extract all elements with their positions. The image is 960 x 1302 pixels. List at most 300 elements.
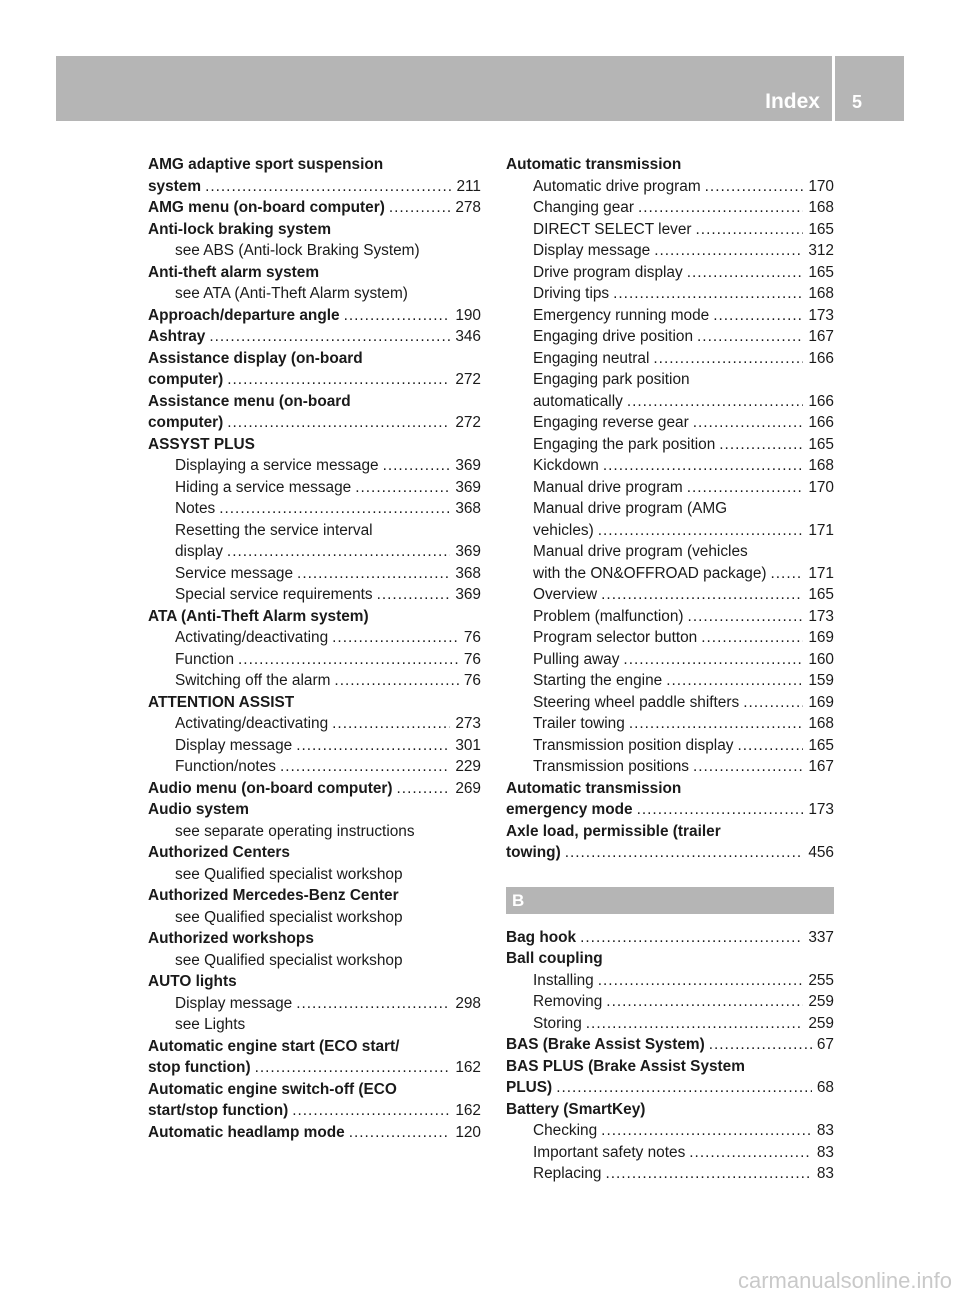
dot-leader — [219, 498, 450, 520]
entry-text: ATTENTION ASSIST — [148, 693, 295, 711]
dot-leader — [255, 1057, 451, 1079]
entry-text: Display message — [175, 736, 293, 754]
dot-leader — [389, 197, 450, 219]
dot-leader — [737, 735, 803, 757]
page-reference[interactable]: 162 — [455, 1102, 481, 1119]
dot-leader — [332, 713, 450, 735]
index-subentry — [148, 649, 481, 671]
index-entry — [506, 821, 834, 843]
entry-text: with the ON&OFFROAD package) — [533, 564, 767, 582]
page-reference[interactable]: 67 — [816, 1036, 834, 1053]
index-subentry — [148, 541, 481, 563]
index-entry — [148, 842, 481, 864]
dot-leader — [701, 627, 803, 649]
index-subentry — [506, 176, 834, 198]
dot-leader — [689, 1142, 812, 1164]
dot-leader — [397, 778, 451, 800]
index-subentry — [506, 1163, 834, 1185]
page-reference[interactable]: 169 — [808, 693, 834, 711]
index-subentry — [506, 1142, 834, 1164]
page-reference[interactable]: 369 — [455, 543, 481, 560]
dot-leader — [638, 197, 803, 219]
dot-leader — [334, 670, 458, 692]
entry-text: Bag hook — [506, 928, 577, 946]
entry-text: Automatic headlamp mode — [148, 1123, 345, 1141]
dot-leader — [696, 219, 804, 241]
dot-leader — [654, 240, 803, 262]
dot-leader — [332, 627, 459, 649]
entry-text: Engaging the park position — [533, 435, 716, 453]
dot-leader — [598, 520, 804, 542]
index-subentry — [148, 283, 481, 305]
index-entry — [148, 391, 481, 413]
dot-leader — [653, 348, 803, 370]
entry-text: Engaging drive position — [533, 328, 694, 345]
dot-leader — [627, 391, 803, 413]
index-subentry — [506, 498, 834, 520]
dot-leader — [292, 1100, 450, 1122]
dot-leader — [556, 1077, 812, 1099]
page-reference[interactable]: 171 — [808, 564, 834, 582]
dot-leader — [280, 756, 450, 778]
page-reference[interactable]: 68 — [816, 1079, 834, 1096]
entry-text: Displaying a service message — [175, 457, 379, 474]
page-reference[interactable]: 165 — [808, 263, 834, 281]
page-reference[interactable]: 159 — [808, 672, 834, 689]
entry-text: Authorized workshops — [148, 930, 314, 947]
entry-text: Manual drive program — [533, 478, 683, 496]
index-entry — [148, 799, 481, 821]
page-reference[interactable]: 278 — [455, 199, 481, 216]
index-subentry — [148, 520, 481, 542]
page-reference[interactable]: 312 — [808, 242, 834, 259]
entry-text: see ATA (Anti-Theft Alarm system) — [175, 285, 408, 302]
dot-leader — [238, 649, 459, 671]
entry-text: Replacing — [533, 1165, 602, 1182]
index-subentry — [148, 584, 481, 606]
entry-text: Important safety notes — [533, 1143, 686, 1161]
index-subentry — [506, 262, 834, 284]
entry-text: Function — [175, 650, 235, 668]
page-reference[interactable]: 368 — [455, 564, 481, 582]
entry-text: Steering wheel paddle shifters — [533, 693, 740, 711]
page-reference[interactable]: 76 — [463, 629, 481, 646]
page-reference[interactable]: 165 — [808, 586, 834, 603]
entry-text: Automatic transmission — [506, 779, 682, 797]
page-reference[interactable]: 170 — [808, 478, 834, 496]
index-entry — [506, 1077, 834, 1099]
entry-text: Driving tips — [533, 285, 610, 302]
entry-text: display — [175, 543, 223, 560]
page-reference[interactable]: 165 — [808, 435, 834, 453]
index-subentry — [148, 821, 481, 843]
index-subentry — [506, 1013, 834, 1035]
entry-text: Audio menu (on-board computer) — [148, 779, 393, 797]
entry-text: vehicles) — [533, 521, 594, 539]
entry-text: DIRECT SELECT lever — [533, 220, 692, 238]
page-reference[interactable]: 259 — [808, 993, 834, 1010]
page-reference[interactable]: 272 — [455, 414, 481, 431]
index-subentry — [148, 950, 481, 972]
page-reference[interactable]: 168 — [808, 715, 834, 732]
page-reference[interactable]: 167 — [808, 328, 834, 345]
index-subentry — [506, 670, 834, 692]
index-subentry — [506, 606, 834, 628]
index-subentry — [506, 1120, 834, 1142]
index-subentry — [506, 970, 834, 992]
page-reference[interactable]: 170 — [808, 177, 834, 195]
dot-leader — [355, 477, 450, 499]
dot-leader — [771, 563, 804, 585]
page-reference[interactable]: 169 — [808, 629, 834, 646]
dot-leader — [209, 326, 450, 348]
watermark: carmanualsonline.info — [737, 1268, 952, 1293]
page-number: 5 — [852, 92, 863, 112]
page-reference[interactable]: 167 — [808, 758, 834, 775]
page-reference[interactable]: 83 — [816, 1143, 834, 1161]
entry-text: Engaging park position — [533, 371, 690, 388]
dot-leader — [637, 799, 804, 821]
entry-text: Axle load, permissible (trailer — [506, 822, 721, 840]
page-reference[interactable]: 346 — [455, 328, 481, 345]
index-subentry — [148, 864, 481, 886]
index-subentry — [506, 541, 834, 563]
page-reference[interactable]: 173 — [808, 801, 834, 818]
dot-leader — [227, 412, 450, 434]
dot-leader — [227, 369, 450, 391]
entry-text: Hiding a service message — [175, 478, 352, 496]
index-entry — [506, 799, 834, 821]
index-entry — [506, 927, 834, 949]
index-subentry — [506, 713, 834, 735]
entry-text: Ashtray — [148, 328, 206, 345]
index-entry — [506, 154, 834, 176]
dot-leader — [565, 842, 804, 864]
index-entry — [148, 348, 481, 370]
page-reference[interactable]: 120 — [455, 1123, 481, 1141]
dot-leader — [693, 412, 804, 434]
entry-text: Audio system — [148, 801, 249, 818]
entry-text: Engaging neutral — [533, 349, 650, 367]
page-reference[interactable]: 171 — [808, 521, 834, 539]
entry-text: see Qualified specialist workshop — [175, 951, 403, 969]
page-reference[interactable]: 273 — [455, 715, 481, 732]
page-reference[interactable]: 269 — [455, 779, 481, 797]
entry-text: Anti-lock braking system — [148, 220, 332, 238]
index-subentry — [506, 240, 834, 262]
dot-leader — [344, 305, 451, 327]
entry-text: Emergency running mode — [533, 306, 710, 324]
entry-text: Display message — [533, 242, 651, 259]
entry-text: Activating/deactivating — [175, 715, 329, 732]
index-entry — [148, 434, 481, 456]
section-heading: B — [506, 887, 834, 914]
entry-text: Manual drive program (vehicles — [533, 543, 748, 560]
index-subentry — [506, 412, 834, 434]
entry-text: Transmission position display — [533, 736, 734, 754]
page-reference[interactable]: 165 — [808, 736, 834, 754]
page-reference[interactable]: 190 — [455, 306, 481, 324]
entry-text: Engaging reverse gear — [533, 414, 689, 431]
dot-leader — [697, 326, 803, 348]
page-reference[interactable]: 229 — [455, 758, 481, 775]
entry-text: towing) — [506, 844, 561, 861]
index-subentry — [506, 391, 834, 413]
index-entry — [148, 885, 481, 907]
entry-text: see Lights — [175, 1016, 246, 1033]
page-reference[interactable]: 162 — [455, 1059, 481, 1076]
dot-leader — [666, 670, 803, 692]
dot-leader — [705, 176, 804, 198]
index-subentry — [506, 563, 834, 585]
entry-text: Battery (SmartKey) — [506, 1100, 646, 1118]
index-subentry — [506, 735, 834, 757]
dot-leader — [623, 649, 803, 671]
page-reference[interactable]: 369 — [455, 457, 481, 474]
entry-text: emergency mode — [506, 801, 633, 818]
entry-text: Installing — [533, 971, 594, 989]
entry-text: Automatic transmission — [506, 156, 682, 173]
entry-text: automatically — [533, 392, 623, 410]
index-entry — [506, 1034, 834, 1056]
index-entry — [506, 778, 834, 800]
index-entry — [148, 606, 481, 628]
entry-text: Activating/deactivating — [175, 629, 329, 646]
entry-text: AUTO lights — [148, 973, 237, 990]
dot-leader — [709, 1034, 812, 1056]
entry-text: Drive program display — [533, 263, 683, 281]
dot-leader — [297, 563, 450, 585]
page-reference[interactable]: 76 — [463, 650, 481, 668]
page-reference[interactable]: 173 — [808, 306, 834, 324]
page-reference[interactable]: 166 — [808, 349, 834, 367]
index-entry — [148, 197, 481, 219]
index-subentry — [148, 713, 481, 735]
index-subentry — [506, 434, 834, 456]
page-reference[interactable]: 173 — [808, 607, 834, 625]
page-reference[interactable]: 168 — [808, 457, 834, 474]
entry-text: see Qualified specialist workshop — [175, 865, 403, 883]
entry-text: Automatic drive program — [533, 177, 701, 195]
entry-text: Transmission positions — [533, 758, 689, 775]
entry-text: Service message — [175, 564, 294, 582]
dot-leader — [613, 283, 803, 305]
index-subentry — [148, 563, 481, 585]
index-column-left — [148, 154, 481, 1143]
entry-text: Ball coupling — [506, 950, 603, 967]
index-subentry — [506, 520, 834, 542]
index-entry — [148, 692, 481, 714]
page-reference[interactable]: 272 — [455, 371, 481, 388]
entry-text: system — [148, 177, 202, 195]
entry-text: PLUS) — [506, 1079, 553, 1096]
entry-text: Function/notes — [175, 758, 276, 775]
index-entry — [148, 176, 481, 198]
entry-text: Program selector button — [533, 629, 698, 646]
entry-text: Automatic engine start (ECO start/ — [148, 1037, 400, 1055]
index-entry — [148, 326, 481, 348]
entry-text: Problem (malfunction) — [533, 607, 684, 625]
dot-leader — [598, 970, 804, 992]
index-entry — [148, 154, 481, 176]
dot-leader — [349, 1122, 451, 1144]
entry-text: computer) — [148, 371, 224, 388]
index-entry — [148, 1100, 481, 1122]
entry-text: Assistance display (on-board — [148, 349, 363, 367]
entry-text: Starting the engine — [533, 672, 663, 689]
index-subentry — [148, 477, 481, 499]
index-entry — [148, 971, 481, 993]
page-reference[interactable]: 211 — [456, 177, 481, 195]
dot-leader — [693, 756, 803, 778]
index-subentry — [506, 991, 834, 1013]
page-reference[interactable]: 160 — [808, 650, 834, 668]
index-subentry — [506, 305, 834, 327]
index-entry — [148, 1057, 481, 1079]
index-entry — [148, 1079, 481, 1101]
entry-text: Checking — [533, 1122, 598, 1139]
index-entry — [148, 412, 481, 434]
page-reference[interactable]: 259 — [808, 1014, 834, 1032]
index-subentry — [148, 670, 481, 692]
index-subentry — [148, 627, 481, 649]
index-subentry — [148, 993, 481, 1015]
index-entry — [148, 369, 481, 391]
index-subentry — [148, 735, 481, 757]
entry-text: see Qualified specialist workshop — [175, 908, 403, 926]
index-entry — [506, 1056, 834, 1078]
index-subentry — [148, 498, 481, 520]
entry-text: Storing — [533, 1014, 582, 1032]
page-reference[interactable]: 255 — [808, 971, 834, 989]
entry-text: Removing — [533, 993, 603, 1010]
page-reference[interactable]: 76 — [463, 672, 481, 689]
entry-text: Resetting the service interval — [175, 521, 373, 539]
dot-leader — [719, 434, 803, 456]
entry-text: Display message — [175, 994, 293, 1012]
entry-text: Manual drive program (AMG — [533, 500, 728, 517]
header-title: Index — [765, 90, 820, 113]
index-subentry — [148, 756, 481, 778]
entry-text: Kickdown — [533, 457, 599, 474]
entry-text: Authorized Mercedes-Benz Center — [148, 887, 399, 904]
index-subentry — [506, 283, 834, 305]
page-reference[interactable]: 83 — [816, 1122, 834, 1139]
index-entry — [148, 778, 481, 800]
index-subentry — [506, 369, 834, 391]
entry-text: Automatic engine switch-off (ECO — [148, 1080, 397, 1098]
dot-leader — [601, 584, 803, 606]
page-reference[interactable]: 166 — [808, 392, 834, 410]
page-reference[interactable]: 168 — [808, 199, 834, 216]
page-reference[interactable]: 301 — [455, 736, 481, 754]
entry-text: ATA (Anti-Theft Alarm system) — [148, 607, 369, 625]
header-separator — [832, 56, 835, 121]
page-reference[interactable]: 165 — [808, 220, 834, 238]
dot-leader — [296, 735, 450, 757]
dot-leader — [687, 262, 804, 284]
entry-text: AMG adaptive sport suspension — [148, 156, 384, 173]
index-subentry — [506, 477, 834, 499]
dot-leader — [586, 1013, 804, 1035]
page-reference[interactable]: 369 — [455, 586, 481, 603]
index-subentry — [506, 455, 834, 477]
entry-text: Overview — [533, 586, 598, 603]
entry-text: Special service requirements — [175, 586, 373, 603]
entry-text: Approach/departure angle — [148, 306, 340, 324]
dot-leader — [377, 584, 451, 606]
dot-leader — [383, 455, 451, 477]
page-reference[interactable]: 337 — [808, 928, 834, 946]
page-reference[interactable]: 456 — [808, 844, 834, 861]
dot-leader — [603, 455, 803, 477]
index-subentry — [506, 756, 834, 778]
index-entry — [148, 928, 481, 950]
entry-text: Trailer towing — [533, 715, 625, 732]
index-entry — [148, 262, 481, 284]
index-subentry — [506, 584, 834, 606]
dot-leader — [606, 991, 803, 1013]
entry-text: Authorized Centers — [148, 844, 290, 861]
index-subentry — [506, 348, 834, 370]
page-reference[interactable]: 83 — [816, 1165, 834, 1182]
page-reference[interactable]: 368 — [455, 500, 481, 517]
index-entry — [148, 1122, 481, 1144]
index-subentry — [506, 326, 834, 348]
dot-leader — [687, 477, 804, 499]
index-entry — [506, 948, 834, 970]
index-subentry — [148, 240, 481, 262]
index-subentry — [506, 627, 834, 649]
index-subentry — [148, 455, 481, 477]
entry-text: ASSYST PLUS — [148, 435, 255, 453]
dot-leader — [601, 1120, 812, 1142]
entry-text: stop function) — [148, 1059, 251, 1076]
dot-leader — [205, 176, 451, 198]
entry-text: Switching off the alarm — [175, 672, 331, 689]
entry-text: Changing gear — [533, 199, 634, 216]
index-entry — [148, 305, 481, 327]
entry-text: AMG menu (on-board computer) — [148, 199, 385, 216]
entry-text: computer) — [148, 414, 224, 431]
page-reference[interactable]: 168 — [808, 285, 834, 302]
index-subentry — [506, 649, 834, 671]
dot-leader — [605, 1163, 811, 1185]
entry-text: BAS (Brake Assist System) — [506, 1036, 705, 1053]
dot-leader — [580, 927, 803, 949]
entry-text: see separate operating instructions — [175, 822, 415, 840]
dot-leader — [743, 692, 803, 714]
dot-leader — [227, 541, 450, 563]
entry-text: Anti-theft alarm system — [148, 263, 320, 281]
entry-text: see ABS (Anti-lock Braking System) — [175, 242, 420, 259]
index-column-right — [506, 154, 834, 1185]
dot-leader — [629, 713, 804, 735]
index-subentry — [506, 219, 834, 241]
page-reference[interactable]: 369 — [455, 478, 481, 496]
entry-text: start/stop function) — [148, 1102, 289, 1119]
dot-leader — [296, 993, 450, 1015]
entry-text: Notes — [175, 500, 216, 517]
dot-leader — [688, 606, 804, 628]
index-subentry — [148, 1014, 481, 1036]
entry-text: BAS PLUS (Brake Assist System — [506, 1057, 745, 1075]
page-reference[interactable]: 298 — [455, 994, 481, 1012]
index-entry — [148, 219, 481, 241]
index-entry — [506, 842, 834, 864]
page-reference[interactable]: 166 — [808, 414, 834, 431]
entry-text: Pulling away — [533, 650, 620, 668]
